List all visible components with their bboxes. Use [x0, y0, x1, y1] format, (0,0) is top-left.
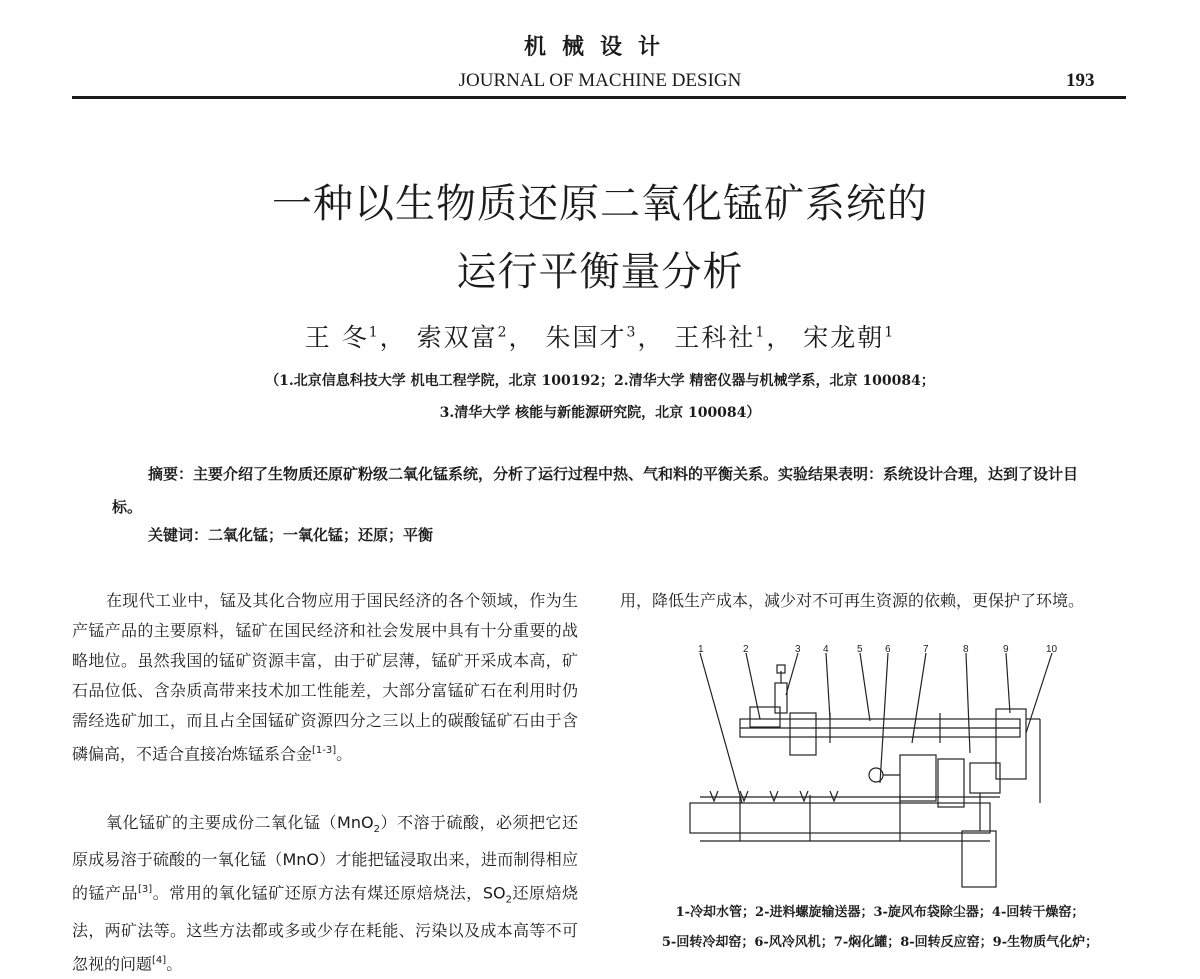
figure-label: 2 — [743, 644, 749, 655]
figure-label: 7 — [923, 644, 929, 655]
abstract — [112, 458, 1102, 524]
abstract-text: 主要介绍了生物质还原矿粉级二氧化锰系统，分析了运行过程中热、气和料的平衡关系。实验结果表明：系统设计合理，达到了设计目标。 — [112, 465, 1079, 516]
body-paragraph-1 — [72, 586, 578, 769]
keywords-label: 关键词： — [148, 526, 209, 544]
author-affiliation: 3 — [626, 324, 638, 341]
figure-caption-line1: 1-冷却水管；2-进料螺旋输送器；3-旋风布袋除尘器；4-回转干燥窑； — [675, 905, 1085, 920]
author-name: 索双富 — [416, 323, 498, 352]
figure-label: 6 — [885, 644, 891, 655]
journal-title-en: JOURNAL OF MACHINE DESIGN — [458, 70, 742, 91]
body-paragraph-col2: 用，降低生产成本，减少对不可再生资源的依赖，更保护了环境。 — [620, 591, 1085, 610]
p2-text-c: 。常用的氧化锰矿还原方法有煤还原焙烧法，SO — [152, 883, 506, 903]
paper-title-line2: 运行平衡量分析 — [456, 249, 744, 295]
p2-end: 。 — [166, 954, 183, 974]
citation: [4] — [152, 954, 167, 966]
affiliation-line1: （1.北京信息科技大学 机电工程学院，北京 100192；2.清华大学 精密仪器与机械学系，北京 100084； — [265, 373, 935, 389]
author-name: 王 冬 — [304, 323, 369, 352]
p2-text-b: ）不溶于硫酸，必须把它还原成易溶于硫酸的一氧化锰（MnO）才能把锰浸取出来，进而制得相应的锰产品 — [72, 813, 578, 903]
figure-label: 5 — [857, 644, 863, 655]
author-affiliation: 1 — [884, 324, 896, 341]
subscript: 2 — [373, 824, 380, 836]
author-affiliation: 1 — [368, 324, 380, 341]
keywords — [148, 524, 433, 545]
body-paragraph-2 — [72, 808, 578, 979]
affiliation-line2: 3.清华大学 核能与新能源研究院，北京 100084） — [439, 405, 761, 421]
system-diagram — [680, 643, 1080, 893]
figure-label: 9 — [1003, 644, 1009, 655]
author-name: 王科社 — [674, 323, 756, 352]
header-rule — [72, 96, 1126, 99]
abstract-label: 摘要： — [148, 465, 194, 483]
figure-label: 3 — [795, 644, 801, 655]
page-number: 193 — [1066, 70, 1095, 91]
p2-text-a: 氧化锰矿的主要成份二氧化锰（MnO — [106, 813, 374, 832]
citation: [3] — [138, 884, 153, 896]
keywords-text: 二氧化锰；一氧化锰；还原；平衡 — [208, 526, 434, 544]
figure-label: 4 — [823, 644, 829, 655]
paper-title-line1: 一种以生物质还原二氧化锰矿系统的 — [272, 181, 928, 227]
p1-end: 。 — [336, 744, 353, 764]
p1-text: 在现代工业中，锰及其化合物应用于国民经济的各个领域，作为生产锰产品的主要原料，锰矿在国民经济和社会发展中具有十分重要的战略地位。虽然我国的锰矿资源丰富，由于矿层薄，锰矿开采成本高，矿石品位低、含杂质高带来技术加工性能差，大部分富锰矿石在利用时仍需经选矿加工，而且占全国锰矿资源四分之三以上的碳酸锰矿石由于含磷偏高，不适合直接冶炼锰系合金 — [72, 591, 578, 764]
figure-label: 1 — [698, 644, 704, 655]
journal-title-cn: 机械设计 — [523, 34, 676, 60]
subscript: 2 — [505, 894, 512, 906]
figure-caption-line2: 5-回转冷却窑；6-风冷风机；7-焖化罐；8-回转反应窑；9-生物质气化炉； — [661, 935, 1099, 950]
figure-label: 8 — [963, 644, 969, 655]
figure-label: 10 — [1046, 644, 1058, 655]
author-affiliation: 2 — [497, 324, 509, 341]
citation: [1-3] — [312, 745, 337, 756]
author-name: 朱国才 — [545, 323, 627, 352]
author-name: 宋龙朝 — [803, 323, 885, 352]
author-affiliation: 1 — [755, 324, 767, 341]
author-list: 王 冬$^1$， 索双富$^2$， 朱国才$^3$， 王科社$^1$， 宋龙朝$^1$ — [304, 323, 896, 352]
p2-text-d: 还原焙烧法，两矿法等。这些方法都或多或少存在耗能、污染以及成本高等不可忽视的问题 — [72, 883, 578, 974]
